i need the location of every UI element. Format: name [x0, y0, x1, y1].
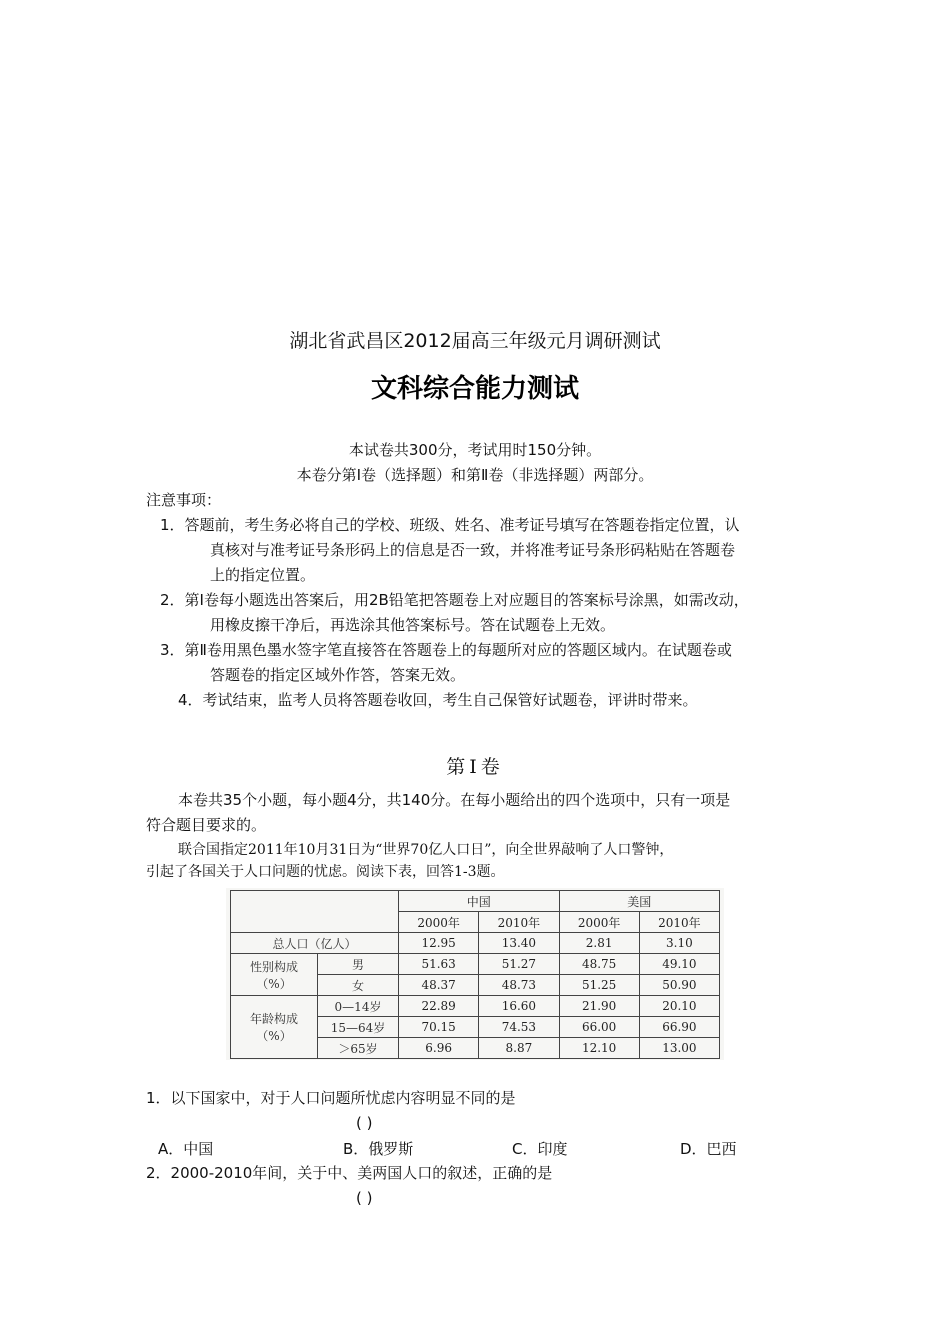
table-row — [231, 954, 720, 975]
group-label-sex-name: 性别构成 — [249, 959, 298, 974]
question-1-option-d: D．巴西 — [680, 1140, 737, 1158]
cell-total-us-2010: 3.10 — [639, 933, 719, 954]
passage-line-1: 联合国指定2011年10月31日为“世界70亿人口日”，向全世界敲响了人口警钟， — [178, 842, 674, 858]
table-row — [231, 996, 720, 1017]
cell-female-us-2000: 51.25 — [559, 975, 639, 996]
cell-male-us-2000: 48.75 — [559, 954, 639, 975]
population-table — [230, 890, 720, 1059]
exam-info-score-time: 本试卷共300分，考试用时150分钟。 — [348, 441, 602, 459]
notice-item-1-line-3: 上的指定位置。 — [210, 566, 316, 584]
question-1-option-b: B．俄罗斯 — [343, 1140, 414, 1158]
cell-female-cn-2010: 48.73 — [479, 975, 559, 996]
cell-female-us-2010: 50.90 — [639, 975, 719, 996]
cell-age014-cn-2010: 16.60 — [479, 996, 559, 1017]
question-1-option-c: C．印度 — [512, 1140, 568, 1158]
exam-title: 湖北省武昌区2012届高三年级元月调研测试 — [289, 330, 661, 352]
group-label-age — [231, 996, 318, 1059]
question-1-stem: 1．以下国家中，对于人口问题所忧虑内容明显不同的是 — [146, 1089, 516, 1107]
notice-item-3-line-2: 答题卷的指定区域外作答，答案无效。 — [210, 666, 466, 684]
row-label-total: 总人口（亿人） — [231, 933, 399, 954]
cell-age1564-us-2000: 66.00 — [559, 1017, 639, 1038]
cell-total-us-2000: 2.81 — [559, 933, 639, 954]
table-row — [231, 933, 720, 954]
cell-male-cn-2000: 51.63 — [399, 954, 479, 975]
table-corner-cell — [231, 891, 399, 933]
notice-item-4: 4．考试结束，监考人员将答题卷收回，考生自己保管好试题卷，评讲时带来。 — [178, 691, 698, 709]
group-label-age-name: 年龄构成 — [249, 1012, 298, 1026]
question-2-stem: 2．2000-2010年间，关于中、美两国人口的叙述，正确的是 — [146, 1164, 553, 1182]
row-label-age-15-64: 15—64岁 — [318, 1017, 399, 1038]
exam-info-parts: 本卷分第Ⅰ卷（选择题）和第Ⅱ卷（非选择题）两部分。 — [296, 466, 654, 484]
group-label-sex-unit: （%） — [256, 976, 292, 991]
header-usa-2010: 2010年 — [639, 912, 719, 933]
exam-subject-title: 文科综合能力测试 — [370, 374, 579, 404]
notice-heading: 注意事项： — [146, 491, 222, 509]
section-title: 第Ⅰ卷 — [446, 756, 504, 778]
cell-male-cn-2010: 51.27 — [479, 954, 559, 975]
row-label-age-65: ＞65岁 — [318, 1038, 399, 1059]
section-intro-line-2: 符合题目要求的。 — [146, 816, 267, 834]
passage-line-2: 引起了各国关于人口问题的忧虑。阅读下表，回答1-3题。 — [146, 864, 505, 880]
cell-age1564-cn-2000: 70.15 — [399, 1017, 479, 1038]
cell-total-cn-2000: 12.95 — [399, 933, 479, 954]
header-usa-2000: 2000年 — [559, 912, 639, 933]
row-label-male: 男 — [318, 954, 399, 975]
cell-age65-us-2000: 12.10 — [559, 1038, 639, 1059]
cell-total-cn-2010: 13.40 — [479, 933, 559, 954]
section-intro-line-1: 本卷共35个小题，每小题4分，共140分。在每小题给出的四个选项中，只有一项是 — [178, 791, 731, 809]
notice-item-2-line-2: 用橡皮擦干净后，再选涂其他答案标号。答在试题卷上无效。 — [210, 616, 616, 634]
notice-item-3-line-1: 3．第Ⅱ卷用黑色墨水签字笔直接答在答题卷上的每题所对应的答题区域内。在试题卷或 — [160, 641, 732, 659]
cell-age65-us-2010: 13.00 — [639, 1038, 719, 1059]
row-label-female: 女 — [318, 975, 399, 996]
notice-item-1-line-2: 真核对与准考证号条形码上的信息是否一致，并将准考证号条形码粘贴在答题卷 — [210, 541, 736, 559]
notice-item-2-line-1: 2．第Ⅰ卷每小题选出答案后，用2B铅笔把答题卷上对应题目的答案标号涂黑，如需改动， — [160, 591, 749, 609]
header-china-2010: 2010年 — [479, 912, 559, 933]
header-usa: 美国 — [559, 891, 720, 912]
notice-item-1-line-1: 1．答题前，考生务必将自己的学校、班级、姓名、准考证号填写在答题卷指定位置，认 — [160, 516, 740, 534]
row-label-age-0-14: 0—14岁 — [318, 996, 399, 1017]
cell-male-us-2010: 49.10 — [639, 954, 719, 975]
cell-age65-cn-2000: 6.96 — [399, 1038, 479, 1059]
header-china-2000: 2000年 — [399, 912, 479, 933]
group-label-age-unit: （%） — [256, 1029, 292, 1043]
group-label-sex — [231, 954, 318, 996]
cell-female-cn-2000: 48.37 — [399, 975, 479, 996]
header-china: 中国 — [399, 891, 560, 912]
question-2-answer-bracket: ( ) — [356, 1189, 373, 1207]
cell-age65-cn-2010: 8.87 — [479, 1038, 559, 1059]
cell-age1564-cn-2010: 74.53 — [479, 1017, 559, 1038]
question-1-option-a: A．中国 — [158, 1140, 214, 1158]
cell-age014-cn-2000: 22.89 — [399, 996, 479, 1017]
cell-age014-us-2010: 20.10 — [639, 996, 719, 1017]
cell-age1564-us-2010: 66.90 — [639, 1017, 719, 1038]
cell-age014-us-2000: 21.90 — [559, 996, 639, 1017]
question-1-answer-bracket: ( ) — [356, 1114, 373, 1132]
population-table-image — [226, 888, 724, 1060]
